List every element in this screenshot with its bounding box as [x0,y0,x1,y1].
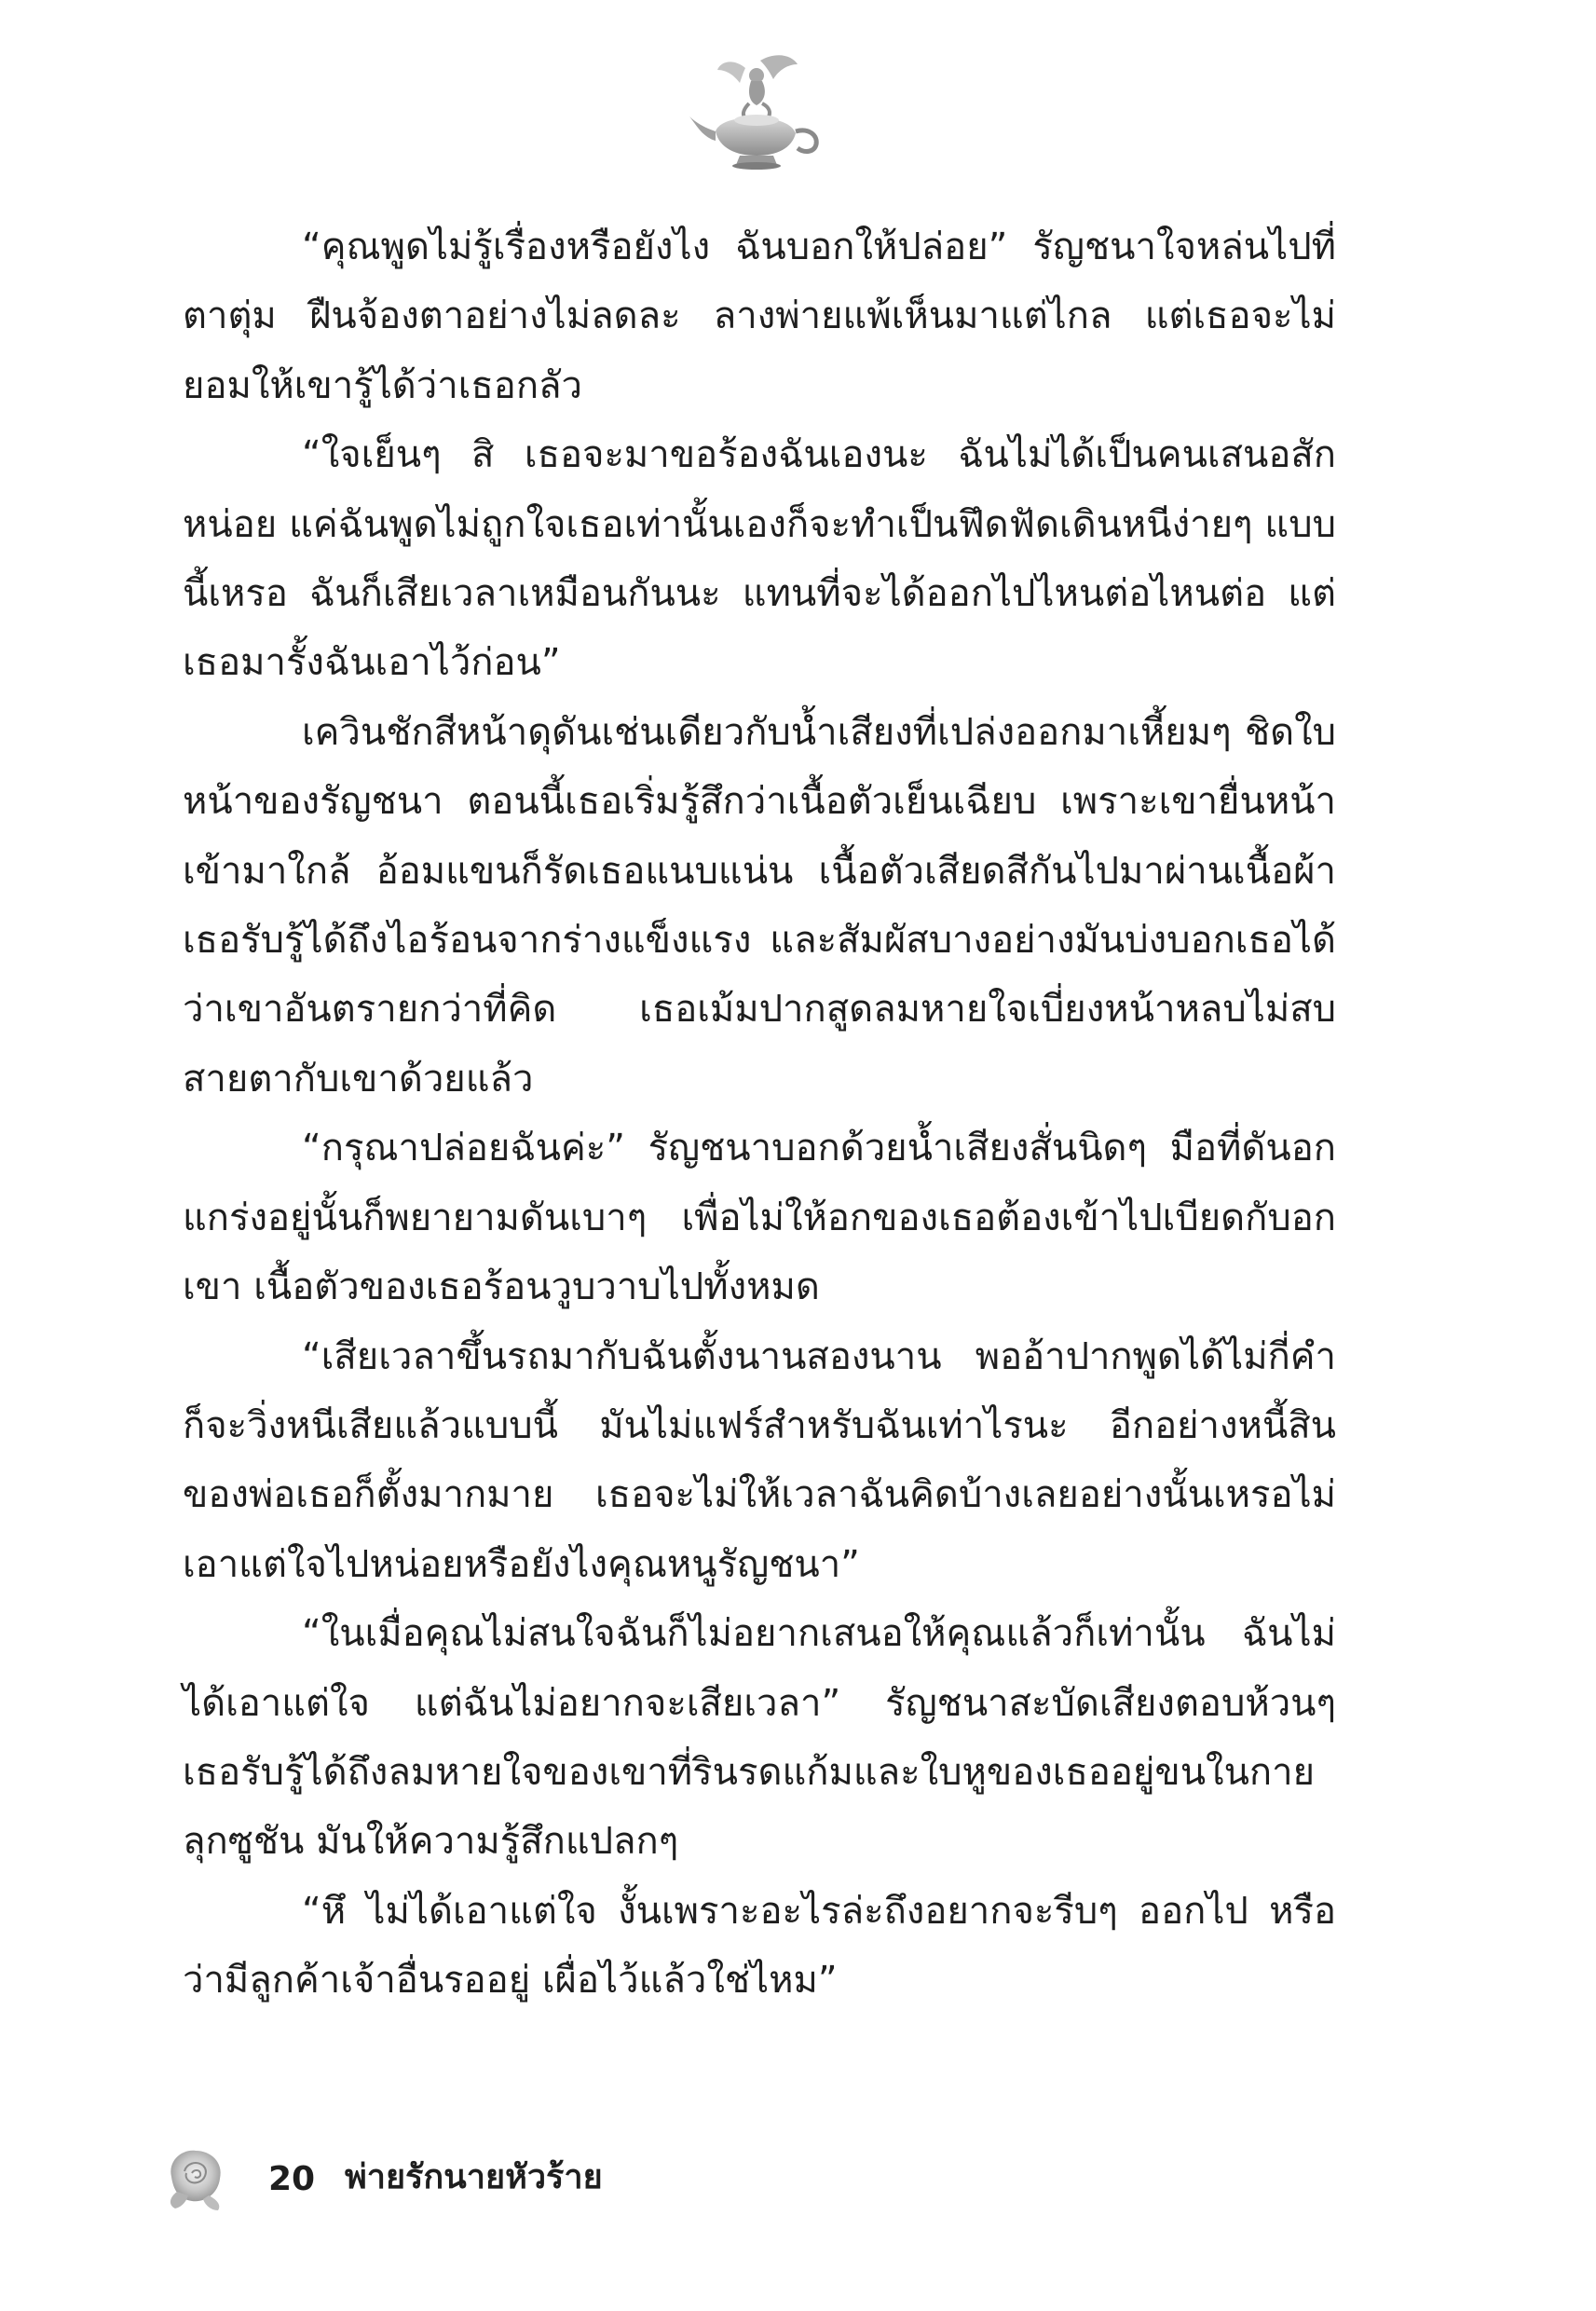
paragraph: “เสียเวลาขึ้นรถมากับฉันตั้งนานสองนาน พออ้าปากพูดได้ไม่กี่คำก็จะวิ่งหนีเสียแล้วแบบนี้ มันไม่แฟร์สำหรับฉันเท่าไรนะ อีกอย่างหนี้สินของพ่อเธอก็ตั้งมากมาย เธอจะไม่ให้เวลาฉันคิดบ้างเลยอย่างนั้นเหรอไม่เอาแต่ใจไปหน่อยหรือยังไงคุณหนูรัญชนา” [183,1334,1336,1586]
page-number: 20 [268,2160,316,2198]
paragraph: เควินชักสีหน้าดุดันเช่นเดียวกับน้ำเสียงที่เปล่งออกมาเหี้ยมๆ ชิดใบหน้าของรัญชนา ตอนนี้เธอเริ่มรู้สึกว่าเนื้อตัวเย็นเฉียบ เพราะเขายื่นหน้าเข้ามาใกล้ อ้อมแขนก็รัดเธอแนบแน่น เนื้อตัวเสียดสีกันไปมาผ่านเนื้อผ้า เธอรับรู้ได้ถึงไอร้อนจากร่างแข็งแรง และสัมผัสบางอย่างมันบ่งบอกเธอได้ว่าเขาอันตรายกว่าที่คิด เธอเม้มปากสูดลมหายใจเบี่ยงหน้าหลบไม่สบสายตากับเขาด้วยแล้ว [183,710,1336,1101]
rose-icon [158,2140,233,2214]
paragraph: “หึ ไม่ได้เอาแต่ใจ งั้นเพราะอะไรล่ะถึงอยากจะรีบๆ ออกไป หรือว่ามีลูกค้าเจ้าอื่นรออยู่ เผื่อไว้แล้วใช่ไหม” [183,1889,1336,2003]
paragraph: “กรุณาปล่อยฉันค่ะ” รัญชนาบอกด้วยน้ำเสียงสั่นนิดๆ มือที่ดันอกแกร่งอยู่นั้นก็พยายามดันเบาๆ เพื่อไม่ให้อกของเธอต้องเข้าไปเบียดกับอกเขา เนื้อตัวของเธอร้อนวูบวาบไปทั้งหมด [183,1127,1336,1309]
paragraph: “คุณพูดไม่รู้เรื่องหรือยังไง ฉันบอกให้ปล่อย” รัญชนาใจหล่นไปที่ตาตุ่ม ฝืนจ้องตาอย่างไม่ลดละ ลางพ่ายแพ้เห็นมาแต่ไกล แต่เธอจะไม่ยอมให้เขารู้ได้ว่าเธอกลัว [183,226,1336,407]
body-text [183,212,1336,2016]
cupid-teapot-icon [688,51,827,172]
page-footer [158,2140,811,2233]
book-title: พ่ายรักนายหัวร้าย [345,2158,603,2196]
paragraph: “ใจเย็นๆ สิ เธอจะมาขอร้องฉันเองนะ ฉันไม่ได้เป็นคนเสนอสักหน่อย แค่ฉันพูดไม่ถูกใจเธอเท่านั้นเองก็จะทำเป็นฟึดฟัดเดินหนีง่ายๆ แบบนี้เหรอ ฉันก็เสียเวลาเหมือนกันนะ แทนที่จะได้ออกไปไหนต่อไหนต่อ แต่เธอมารั้งฉันเอาไว้ก่อน” [183,433,1336,685]
paragraph: “ในเมื่อคุณไม่สนใจฉันก็ไม่อยากเสนอให้คุณแล้วก็เท่านั้น ฉันไม่ได้เอาแต่ใจ แต่ฉันไม่อยากจะเสียเวลา” รัญชนาสะบัดเสียงตอบห้วนๆ เธอรับรู้ได้ถึงลมหายใจของเขาที่รินรดแก้มและใบหูของเธออยู่ขนในกายลุกซูชัน มันให้ความรู้สึกแปลกๆ [183,1612,1336,1864]
